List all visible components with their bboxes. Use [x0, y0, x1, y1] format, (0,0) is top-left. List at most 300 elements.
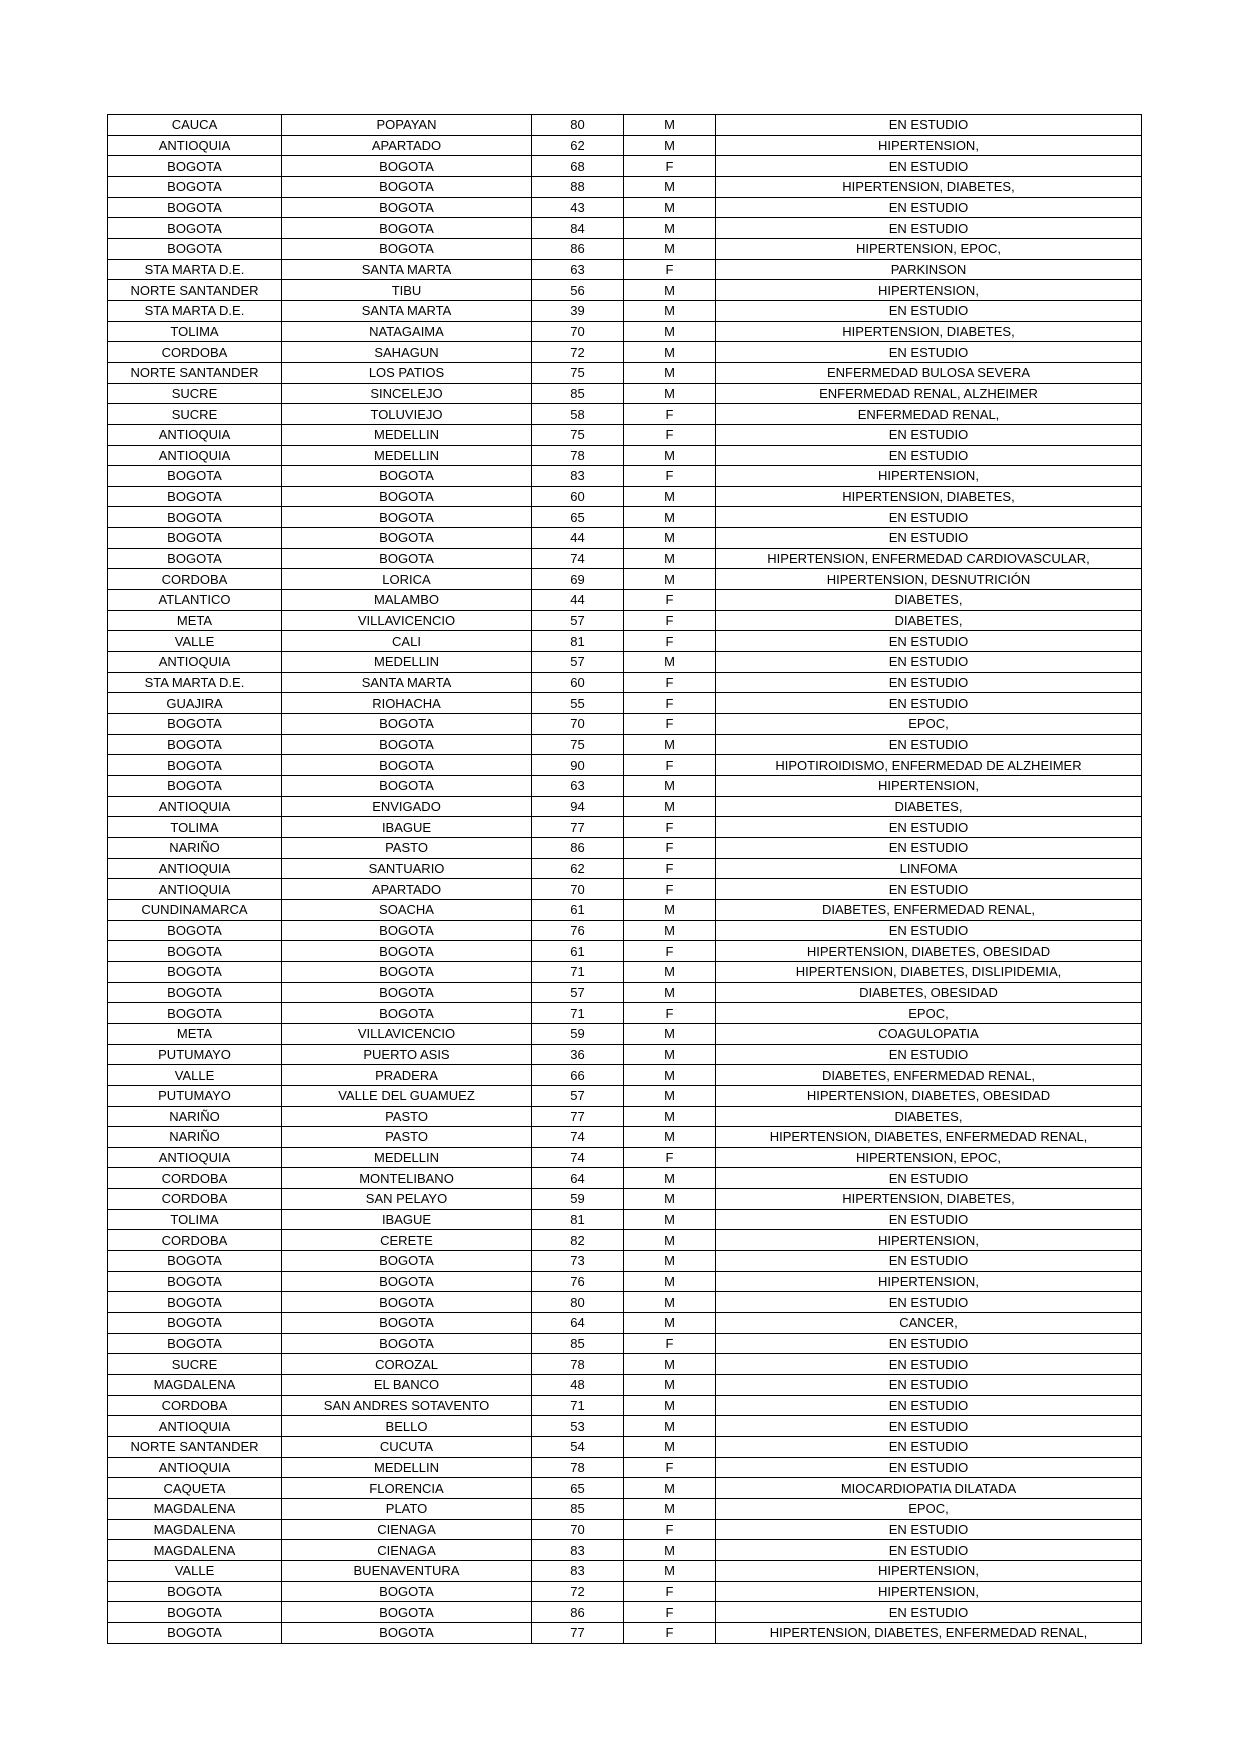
table-row: [108, 755, 1142, 776]
municipality-cell: TOLUVIEJO: [282, 404, 532, 425]
table-row: [108, 486, 1142, 507]
condition-cell: HIPERTENSION,: [716, 1560, 1142, 1581]
sex-cell: M: [624, 982, 716, 1003]
sex-cell: M: [624, 1044, 716, 1065]
department-cell: PUTUMAYO: [108, 1085, 282, 1106]
age-cell: 85: [532, 1333, 624, 1354]
condition-cell: EN ESTUDIO: [716, 1602, 1142, 1623]
municipality-cell: SANTUARIO: [282, 858, 532, 879]
condition-cell: HIPERTENSION, EPOC,: [716, 1147, 1142, 1168]
municipality-cell: PUERTO ASIS: [282, 1044, 532, 1065]
sex-cell: F: [624, 941, 716, 962]
department-cell: BOGOTA: [108, 176, 282, 197]
department-cell: BOGOTA: [108, 941, 282, 962]
age-cell: 78: [532, 445, 624, 466]
sex-cell: F: [624, 672, 716, 693]
sex-cell: M: [624, 899, 716, 920]
table-row: [108, 1560, 1142, 1581]
age-cell: 75: [532, 734, 624, 755]
age-cell: 58: [532, 404, 624, 425]
condition-cell: DIABETES, ENFERMEDAD RENAL,: [716, 899, 1142, 920]
condition-cell: HIPERTENSION, DIABETES, OBESIDAD: [716, 1085, 1142, 1106]
condition-cell: DIABETES,: [716, 590, 1142, 611]
table-row: [108, 672, 1142, 693]
age-cell: 72: [532, 1581, 624, 1602]
table-row: [108, 156, 1142, 177]
age-cell: 74: [532, 1127, 624, 1148]
sex-cell: M: [624, 920, 716, 941]
department-cell: BOGOTA: [108, 982, 282, 1003]
municipality-cell: BOGOTA: [282, 734, 532, 755]
age-cell: 70: [532, 321, 624, 342]
table-row: [108, 1251, 1142, 1272]
condition-cell: DIABETES, ENFERMEDAD RENAL,: [716, 1065, 1142, 1086]
table-row: [108, 1416, 1142, 1437]
sex-cell: M: [624, 548, 716, 569]
sex-cell: M: [624, 1230, 716, 1251]
department-cell: BOGOTA: [108, 507, 282, 528]
municipality-cell: FLORENCIA: [282, 1478, 532, 1499]
age-cell: 80: [532, 1292, 624, 1313]
condition-cell: CANCER,: [716, 1313, 1142, 1334]
department-cell: CUNDINAMARCA: [108, 899, 282, 920]
municipality-cell: SINCELEJO: [282, 383, 532, 404]
table-row: [108, 1168, 1142, 1189]
sex-cell: M: [624, 528, 716, 549]
sex-cell: F: [624, 837, 716, 858]
department-cell: SUCRE: [108, 383, 282, 404]
table-row: [108, 528, 1142, 549]
condition-cell: ENFERMEDAD BULOSA SEVERA: [716, 362, 1142, 383]
sex-cell: F: [624, 1147, 716, 1168]
sex-cell: M: [624, 238, 716, 259]
municipality-cell: BOGOTA: [282, 507, 532, 528]
table-row: [108, 115, 1142, 136]
age-cell: 57: [532, 1085, 624, 1106]
table-row: [108, 300, 1142, 321]
condition-cell: HIPERTENSION, DIABETES, DISLIPIDEMIA,: [716, 961, 1142, 982]
municipality-cell: BOGOTA: [282, 1313, 532, 1334]
municipality-cell: CUCUTA: [282, 1437, 532, 1458]
age-cell: 63: [532, 776, 624, 797]
condition-cell: ENFERMEDAD RENAL, ALZHEIMER: [716, 383, 1142, 404]
sex-cell: M: [624, 796, 716, 817]
sex-cell: F: [624, 693, 716, 714]
municipality-cell: BOGOTA: [282, 1251, 532, 1272]
age-cell: 75: [532, 424, 624, 445]
age-cell: 77: [532, 817, 624, 838]
condition-cell: HIPERTENSION,: [716, 466, 1142, 487]
department-cell: BOGOTA: [108, 218, 282, 239]
municipality-cell: MALAMBO: [282, 590, 532, 611]
condition-cell: EN ESTUDIO: [716, 1519, 1142, 1540]
table-row: [108, 693, 1142, 714]
age-cell: 74: [532, 548, 624, 569]
condition-cell: ENFERMEDAD RENAL,: [716, 404, 1142, 425]
department-cell: BOGOTA: [108, 1251, 282, 1272]
table-row: [108, 1044, 1142, 1065]
condition-cell: EPOC,: [716, 1498, 1142, 1519]
condition-cell: HIPOTIROIDISMO, ENFERMEDAD DE ALZHEIMER: [716, 755, 1142, 776]
municipality-cell: SAHAGUN: [282, 342, 532, 363]
table-row: [108, 1540, 1142, 1561]
table-row: [108, 321, 1142, 342]
condition-cell: EN ESTUDIO: [716, 156, 1142, 177]
table-row: [108, 1457, 1142, 1478]
table-row: [108, 1581, 1142, 1602]
age-cell: 70: [532, 879, 624, 900]
table-row: [108, 1498, 1142, 1519]
age-cell: 70: [532, 714, 624, 735]
sex-cell: M: [624, 1065, 716, 1086]
table-row: [108, 135, 1142, 156]
municipality-cell: MONTELIBANO: [282, 1168, 532, 1189]
sex-cell: M: [624, 115, 716, 136]
condition-cell: EN ESTUDIO: [716, 445, 1142, 466]
table-row: [108, 445, 1142, 466]
municipality-cell: APARTADO: [282, 135, 532, 156]
table-row: [108, 1602, 1142, 1623]
table-row: [108, 1437, 1142, 1458]
municipality-cell: SOACHA: [282, 899, 532, 920]
age-cell: 57: [532, 610, 624, 631]
sex-cell: F: [624, 755, 716, 776]
department-cell: STA MARTA D.E.: [108, 672, 282, 693]
table-row: [108, 1003, 1142, 1024]
sex-cell: M: [624, 1106, 716, 1127]
sex-cell: F: [624, 404, 716, 425]
table-row: [108, 362, 1142, 383]
table-row: [108, 590, 1142, 611]
sex-cell: F: [624, 1602, 716, 1623]
table-row: [108, 280, 1142, 301]
department-cell: MAGDALENA: [108, 1540, 282, 1561]
sex-cell: M: [624, 1313, 716, 1334]
municipality-cell: SAN ANDRES SOTAVENTO: [282, 1395, 532, 1416]
table-row: [108, 1313, 1142, 1334]
department-cell: SUCRE: [108, 1354, 282, 1375]
department-cell: NORTE SANTANDER: [108, 280, 282, 301]
cases-table-body: [108, 115, 1142, 1644]
table-row: [108, 1189, 1142, 1210]
sex-cell: M: [624, 1085, 716, 1106]
sex-cell: M: [624, 1127, 716, 1148]
sex-cell: M: [624, 961, 716, 982]
condition-cell: LINFOMA: [716, 858, 1142, 879]
sex-cell: F: [624, 259, 716, 280]
table-row: [108, 776, 1142, 797]
condition-cell: EN ESTUDIO: [716, 693, 1142, 714]
table-row: [108, 734, 1142, 755]
municipality-cell: LORICA: [282, 569, 532, 590]
condition-cell: MIOCARDIOPATIA DILATADA: [716, 1478, 1142, 1499]
table-row: [108, 1271, 1142, 1292]
department-cell: NORTE SANTANDER: [108, 1437, 282, 1458]
age-cell: 62: [532, 858, 624, 879]
department-cell: ANTIOQUIA: [108, 796, 282, 817]
municipality-cell: MEDELLIN: [282, 445, 532, 466]
municipality-cell: BOGOTA: [282, 218, 532, 239]
condition-cell: EN ESTUDIO: [716, 1375, 1142, 1396]
condition-cell: EPOC,: [716, 1003, 1142, 1024]
department-cell: META: [108, 1023, 282, 1044]
municipality-cell: CIENAGA: [282, 1519, 532, 1540]
age-cell: 55: [532, 693, 624, 714]
department-cell: BOGOTA: [108, 714, 282, 735]
municipality-cell: BOGOTA: [282, 961, 532, 982]
department-cell: SUCRE: [108, 404, 282, 425]
department-cell: BOGOTA: [108, 156, 282, 177]
age-cell: 62: [532, 135, 624, 156]
age-cell: 54: [532, 1437, 624, 1458]
sex-cell: M: [624, 300, 716, 321]
department-cell: BOGOTA: [108, 548, 282, 569]
municipality-cell: BOGOTA: [282, 486, 532, 507]
condition-cell: EPOC,: [716, 714, 1142, 735]
condition-cell: HIPERTENSION,: [716, 1271, 1142, 1292]
municipality-cell: BOGOTA: [282, 1333, 532, 1354]
department-cell: BOGOTA: [108, 528, 282, 549]
municipality-cell: BOGOTA: [282, 1622, 532, 1643]
age-cell: 71: [532, 961, 624, 982]
department-cell: VALLE: [108, 631, 282, 652]
municipality-cell: BOGOTA: [282, 1003, 532, 1024]
sex-cell: M: [624, 1437, 716, 1458]
condition-cell: HIPERTENSION, DIABETES, ENFERMEDAD RENAL,: [716, 1622, 1142, 1643]
department-cell: BOGOTA: [108, 961, 282, 982]
department-cell: BOGOTA: [108, 1602, 282, 1623]
age-cell: 44: [532, 590, 624, 611]
municipality-cell: POPAYAN: [282, 115, 532, 136]
table-row: [108, 1023, 1142, 1044]
municipality-cell: MEDELLIN: [282, 1147, 532, 1168]
sex-cell: M: [624, 321, 716, 342]
condition-cell: HIPERTENSION, DIABETES,: [716, 486, 1142, 507]
table-row: [108, 424, 1142, 445]
condition-cell: EN ESTUDIO: [716, 734, 1142, 755]
table-row: [108, 1478, 1142, 1499]
condition-cell: EN ESTUDIO: [716, 837, 1142, 858]
department-cell: VALLE: [108, 1560, 282, 1581]
department-cell: BOGOTA: [108, 1333, 282, 1354]
municipality-cell: CERETE: [282, 1230, 532, 1251]
condition-cell: EN ESTUDIO: [716, 197, 1142, 218]
sex-cell: M: [624, 652, 716, 673]
table-row: [108, 920, 1142, 941]
sex-cell: M: [624, 342, 716, 363]
table-row: [108, 1209, 1142, 1230]
condition-cell: HIPERTENSION,: [716, 1230, 1142, 1251]
age-cell: 78: [532, 1457, 624, 1478]
sex-cell: M: [624, 1540, 716, 1561]
municipality-cell: BOGOTA: [282, 466, 532, 487]
age-cell: 85: [532, 1498, 624, 1519]
age-cell: 44: [532, 528, 624, 549]
municipality-cell: EL BANCO: [282, 1375, 532, 1396]
municipality-cell: BOGOTA: [282, 1581, 532, 1602]
sex-cell: F: [624, 817, 716, 838]
age-cell: 80: [532, 115, 624, 136]
age-cell: 66: [532, 1065, 624, 1086]
table-row: [108, 796, 1142, 817]
age-cell: 83: [532, 466, 624, 487]
table-row: [108, 238, 1142, 259]
municipality-cell: BOGOTA: [282, 1292, 532, 1313]
municipality-cell: PLATO: [282, 1498, 532, 1519]
municipality-cell: BOGOTA: [282, 528, 532, 549]
department-cell: STA MARTA D.E.: [108, 259, 282, 280]
table-row: [108, 1230, 1142, 1251]
table-row: [108, 1127, 1142, 1148]
age-cell: 86: [532, 1602, 624, 1623]
condition-cell: EN ESTUDIO: [716, 631, 1142, 652]
table-row: [108, 197, 1142, 218]
age-cell: 90: [532, 755, 624, 776]
department-cell: ANTIOQUIA: [108, 652, 282, 673]
age-cell: 64: [532, 1168, 624, 1189]
department-cell: MAGDALENA: [108, 1375, 282, 1396]
condition-cell: HIPERTENSION, DIABETES, OBESIDAD: [716, 941, 1142, 962]
department-cell: NARIÑO: [108, 1106, 282, 1127]
sex-cell: M: [624, 1354, 716, 1375]
municipality-cell: COROZAL: [282, 1354, 532, 1375]
department-cell: NARIÑO: [108, 837, 282, 858]
municipality-cell: LOS PATIOS: [282, 362, 532, 383]
condition-cell: EN ESTUDIO: [716, 1044, 1142, 1065]
age-cell: 43: [532, 197, 624, 218]
municipality-cell: BOGOTA: [282, 1602, 532, 1623]
sex-cell: F: [624, 714, 716, 735]
department-cell: ANTIOQUIA: [108, 858, 282, 879]
condition-cell: DIABETES,: [716, 796, 1142, 817]
sex-cell: F: [624, 156, 716, 177]
municipality-cell: BUENAVENTURA: [282, 1560, 532, 1581]
department-cell: CAQUETA: [108, 1478, 282, 1499]
table-row: [108, 714, 1142, 735]
age-cell: 81: [532, 1209, 624, 1230]
table-row: [108, 507, 1142, 528]
municipality-cell: BOGOTA: [282, 982, 532, 1003]
table-row: [108, 1519, 1142, 1540]
sex-cell: M: [624, 1478, 716, 1499]
table-row: [108, 610, 1142, 631]
table-row: [108, 858, 1142, 879]
condition-cell: HIPERTENSION, EPOC,: [716, 238, 1142, 259]
table-row: [108, 1354, 1142, 1375]
department-cell: BOGOTA: [108, 1292, 282, 1313]
condition-cell: EN ESTUDIO: [716, 672, 1142, 693]
sex-cell: M: [624, 507, 716, 528]
table-row: [108, 404, 1142, 425]
age-cell: 78: [532, 1354, 624, 1375]
department-cell: BOGOTA: [108, 1622, 282, 1643]
department-cell: BOGOTA: [108, 1313, 282, 1334]
sex-cell: M: [624, 135, 716, 156]
department-cell: NARIÑO: [108, 1127, 282, 1148]
age-cell: 85: [532, 383, 624, 404]
department-cell: CORDOBA: [108, 1189, 282, 1210]
condition-cell: HIPERTENSION,: [716, 1581, 1142, 1602]
municipality-cell: BOGOTA: [282, 714, 532, 735]
department-cell: BOGOTA: [108, 755, 282, 776]
age-cell: 65: [532, 1478, 624, 1499]
condition-cell: EN ESTUDIO: [716, 817, 1142, 838]
municipality-cell: BOGOTA: [282, 176, 532, 197]
condition-cell: EN ESTUDIO: [716, 528, 1142, 549]
table-row: [108, 1622, 1142, 1643]
department-cell: ANTIOQUIA: [108, 445, 282, 466]
condition-cell: EN ESTUDIO: [716, 1354, 1142, 1375]
sex-cell: M: [624, 734, 716, 755]
municipality-cell: BOGOTA: [282, 156, 532, 177]
municipality-cell: SAN PELAYO: [282, 1189, 532, 1210]
sex-cell: M: [624, 1189, 716, 1210]
condition-cell: EN ESTUDIO: [716, 218, 1142, 239]
department-cell: STA MARTA D.E.: [108, 300, 282, 321]
age-cell: 70: [532, 1519, 624, 1540]
table-row: [108, 569, 1142, 590]
table-row: [108, 879, 1142, 900]
table-row: [108, 941, 1142, 962]
table-row: [108, 899, 1142, 920]
table-row: [108, 1147, 1142, 1168]
municipality-cell: PASTO: [282, 1127, 532, 1148]
municipality-cell: MEDELLIN: [282, 424, 532, 445]
department-cell: BOGOTA: [108, 776, 282, 797]
department-cell: TOLIMA: [108, 817, 282, 838]
municipality-cell: MEDELLIN: [282, 652, 532, 673]
condition-cell: EN ESTUDIO: [716, 1437, 1142, 1458]
sex-cell: M: [624, 445, 716, 466]
municipality-cell: SANTA MARTA: [282, 259, 532, 280]
department-cell: BOGOTA: [108, 920, 282, 941]
table-row: [108, 837, 1142, 858]
age-cell: 57: [532, 982, 624, 1003]
sex-cell: M: [624, 1395, 716, 1416]
age-cell: 72: [532, 342, 624, 363]
department-cell: CORDOBA: [108, 569, 282, 590]
age-cell: 81: [532, 631, 624, 652]
municipality-cell: CALI: [282, 631, 532, 652]
municipality-cell: BOGOTA: [282, 1271, 532, 1292]
condition-cell: HIPERTENSION,: [716, 280, 1142, 301]
condition-cell: HIPERTENSION, DIABETES,: [716, 321, 1142, 342]
age-cell: 39: [532, 300, 624, 321]
department-cell: ATLANTICO: [108, 590, 282, 611]
department-cell: CORDOBA: [108, 342, 282, 363]
department-cell: BOGOTA: [108, 197, 282, 218]
condition-cell: DIABETES,: [716, 1106, 1142, 1127]
condition-cell: EN ESTUDIO: [716, 1209, 1142, 1230]
age-cell: 94: [532, 796, 624, 817]
sex-cell: M: [624, 1498, 716, 1519]
sex-cell: M: [624, 383, 716, 404]
condition-cell: EN ESTUDIO: [716, 1416, 1142, 1437]
municipality-cell: BOGOTA: [282, 755, 532, 776]
sex-cell: M: [624, 218, 716, 239]
age-cell: 65: [532, 507, 624, 528]
table-row: [108, 259, 1142, 280]
condition-cell: EN ESTUDIO: [716, 652, 1142, 673]
age-cell: 83: [532, 1560, 624, 1581]
sex-cell: M: [624, 1292, 716, 1313]
sex-cell: M: [624, 569, 716, 590]
age-cell: 83: [532, 1540, 624, 1561]
table-row: [108, 176, 1142, 197]
sex-cell: F: [624, 590, 716, 611]
table-row: [108, 342, 1142, 363]
age-cell: 86: [532, 837, 624, 858]
